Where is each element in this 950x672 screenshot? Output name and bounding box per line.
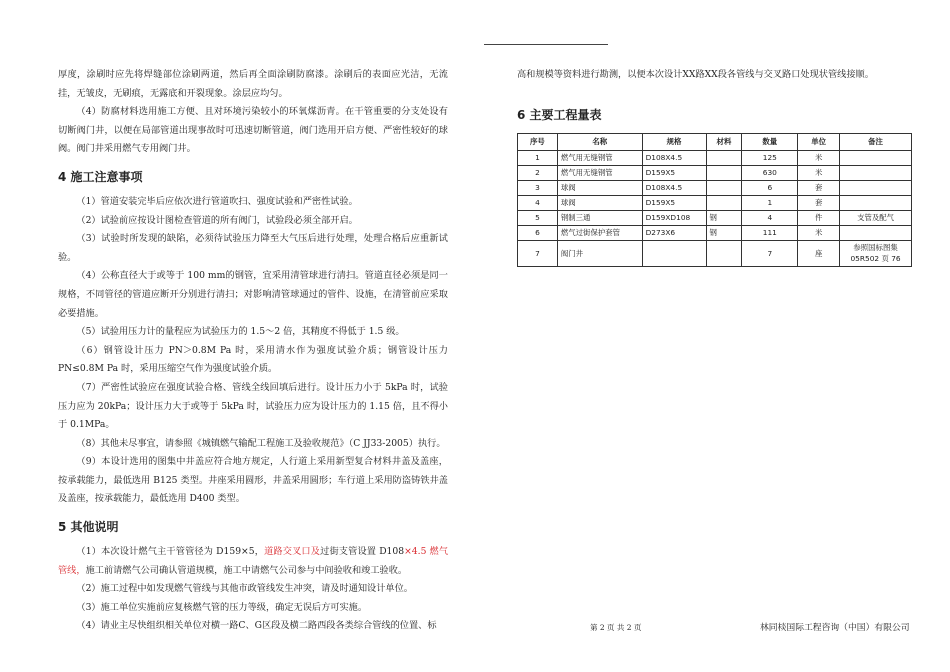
cell-remark [840, 180, 912, 195]
cell-spec: D159X5 [642, 195, 706, 210]
cell-unit: 米 [798, 165, 840, 180]
col-header-quantity: 数量 [742, 133, 798, 150]
cell-material [706, 195, 742, 210]
cell-spec: D273X6 [642, 225, 706, 240]
col-header-name: 名称 [557, 133, 642, 150]
header-rule [484, 44, 608, 45]
note-5-1-highlight-b: ×4.5 燃气管线， [58, 546, 449, 576]
note-4-8: （8）其他未尽事宜，请参照《城镇燃气输配工程施工及验收规范》（C JJ33-2005）执行。 [76, 437, 446, 449]
note-4-6: （6）钢管设计压力 PN＞0.8M Pa 时，采用清水作为强度试验介质；钢管设计压力 PN≤0.8M Pa 时，采用压缩空气作为强度试验介质。 [58, 344, 448, 375]
cell-material: 钢 [706, 210, 742, 225]
cell-name: 球阀 [557, 195, 642, 210]
note-5-4: （4）请业主尽快组织相关单位对横一路C、G区段及横二路西段各类综合管线的位置、标 [76, 620, 437, 632]
note-4-3: （3）试验时所发现的缺陷，必须待试验压力降至大气压后进行处理，处理合格后应重新试验。 [58, 233, 448, 263]
cell-quantity: 125 [742, 150, 798, 165]
cell-spec: D159XD108 [642, 210, 706, 225]
cell-unit: 米 [798, 225, 840, 240]
cell-unit: 件 [798, 210, 840, 225]
cell-remark [840, 150, 912, 165]
cell-material [706, 150, 742, 165]
cell-quantity: 6 [742, 180, 798, 195]
cell-spec: D108X4.5 [642, 180, 706, 195]
page-number: 第 2 页 共 2 页 [590, 623, 642, 632]
company-name: 林同棪国际工程咨询（中国）有限公司 [760, 623, 910, 633]
table-row [518, 240, 912, 266]
table-row [518, 195, 912, 210]
note-4-4: （4）公称直径大于或等于 100 mm的钢管，宜采用清管球进行清扫。管道直径必须是同一规格，不同管径的管道应断开分别进行清扫；对影响清管球通过的管件、设施，在清管前应采取必要措施。 [58, 270, 448, 319]
cell-quantity: 630 [742, 165, 798, 180]
cell-quantity: 1 [742, 195, 798, 210]
cell-index: 5 [518, 210, 558, 225]
cell-material [706, 165, 742, 180]
cell-index: 1 [518, 150, 558, 165]
cell-spec: D159X5 [642, 165, 706, 180]
note-5-1-a: （1）本次设计燃气主干管管径为 D159×5， [76, 546, 265, 558]
cell-name: 燃气过街保护套管 [557, 225, 642, 240]
note-5-1-highlight-a: 道路交叉口及 [264, 546, 321, 558]
table-row [518, 210, 912, 225]
cell-unit: 套 [798, 195, 840, 210]
col-header-remark: 备注 [840, 133, 912, 150]
cell-spec: D108X4.5 [642, 150, 706, 165]
cell-quantity: 7 [742, 240, 798, 266]
left-column [58, 66, 448, 636]
section-heading-6: 6 主要工程量表 [517, 107, 602, 122]
cell-quantity: 4 [742, 210, 798, 225]
cell-remark [840, 165, 912, 180]
note-4-5: （5）试验用压力计的量程应为试验压力的 1.5～2 倍，其精度不得低于 1.5 级。 [76, 326, 405, 338]
cell-unit: 座 [798, 240, 840, 266]
table-row [518, 180, 912, 195]
section-heading-5: 5 其他说明 [58, 520, 119, 535]
cell-name: 燃气用无缝钢管 [557, 165, 642, 180]
cell-remark: 参照国标图集 05R502 页 76 [840, 240, 912, 266]
cell-index: 3 [518, 180, 558, 195]
cell-name: 钢制三通 [557, 210, 642, 225]
col-header-index: 序号 [518, 133, 558, 150]
cell-index: 6 [518, 225, 558, 240]
cell-remark [840, 195, 912, 210]
col-header-material: 材料 [706, 133, 742, 150]
note-5-1 [58, 543, 448, 580]
paragraph-survey: 高和规模等资料进行勘测，以便本次设计XX路XX段各管线与交叉路口处现状管线接顺。 [517, 69, 874, 80]
col-header-unit: 单位 [798, 133, 840, 150]
note-5-1-e: 施工前请燃气公司确认管道规模，施工中请燃气公司参与中间验收和竣工验收。 [85, 564, 408, 576]
section-heading-4: 4 施工注意事项 [58, 169, 143, 184]
note-4-9: （9）本设计选用的图集中井盖应符合地方规定，人行道上采用新型复合材料井盖及盖座，按承载能力，最低选用 B125 类型。井座采用圆形，井盖采用圆形；车行道上采用防盗铸铁井盖及盖座，按承载能力，最低选用 D400 类型。 [58, 456, 448, 505]
note-5-2: （2）施工过程中如发现燃气管线与其他市政管线发生冲突，请及时通知设计单位。 [76, 583, 413, 595]
table-row [518, 225, 912, 240]
note-4-1: （1）管道安装完毕后应依次进行管道吹扫、强度试验和严密性试验。 [76, 195, 358, 207]
paragraph-coating: 厚度，涂刷时应先将焊缝部位涂刷两道，然后再全面涂刷防腐漆。涂刷后的表面应光洁，无流挂，无皱皮，无刷痕，无露底和开裂现象。涂层应均匀。 [58, 69, 448, 99]
paragraph-anticorrosion: （4）防腐材料选用施工方便、且对环境污染较小的环氧煤沥青。在干管重要的分支处设有切断阀门井，以便在局部管道出现事故时可迅速切断管道，阀门选用开启方便、严密性较好的球阀。阀门井采用燃气专用阀门井。 [58, 106, 448, 155]
cell-unit: 米 [798, 150, 840, 165]
note-5-1-c: 过街支管设置 D108 [320, 546, 405, 558]
cell-unit: 套 [798, 180, 840, 195]
table-row [518, 150, 912, 165]
cell-index: 7 [518, 240, 558, 266]
cell-quantity: 111 [742, 225, 798, 240]
cell-material [706, 240, 742, 266]
right-column [517, 66, 912, 267]
cell-remark: 支管及配气 [840, 210, 912, 225]
cell-index: 2 [518, 165, 558, 180]
cell-name: 燃气用无缝钢管 [557, 150, 642, 165]
table-header-row [518, 133, 912, 150]
table-row [518, 165, 912, 180]
note-4-7: （7）严密性试验应在强度试验合格、管线全线回填后进行。设计压力小于 5kPa 时，试验压力应为 20kPa；设计压力大于或等于 5kPa 时，试验压力应为设计压力的 1.15 倍，且不得小于 0.1MPa。 [58, 381, 448, 431]
col-header-spec: 规格 [642, 133, 706, 150]
cell-index: 4 [518, 195, 558, 210]
cell-name: 阀门井 [557, 240, 642, 266]
cell-material: 钢 [706, 225, 742, 240]
cell-spec [642, 240, 706, 266]
cell-material [706, 180, 742, 195]
cell-name: 球阀 [557, 180, 642, 195]
note-5-3: （3）施工单位实施前应复核燃气管的压力等级，确定无误后方可实施。 [76, 601, 368, 613]
note-4-2: （2）试验前应按设计图检查管道的所有阀门，试验段必须全部开启。 [76, 214, 358, 226]
quantity-table [517, 133, 912, 267]
cell-remark [840, 225, 912, 240]
